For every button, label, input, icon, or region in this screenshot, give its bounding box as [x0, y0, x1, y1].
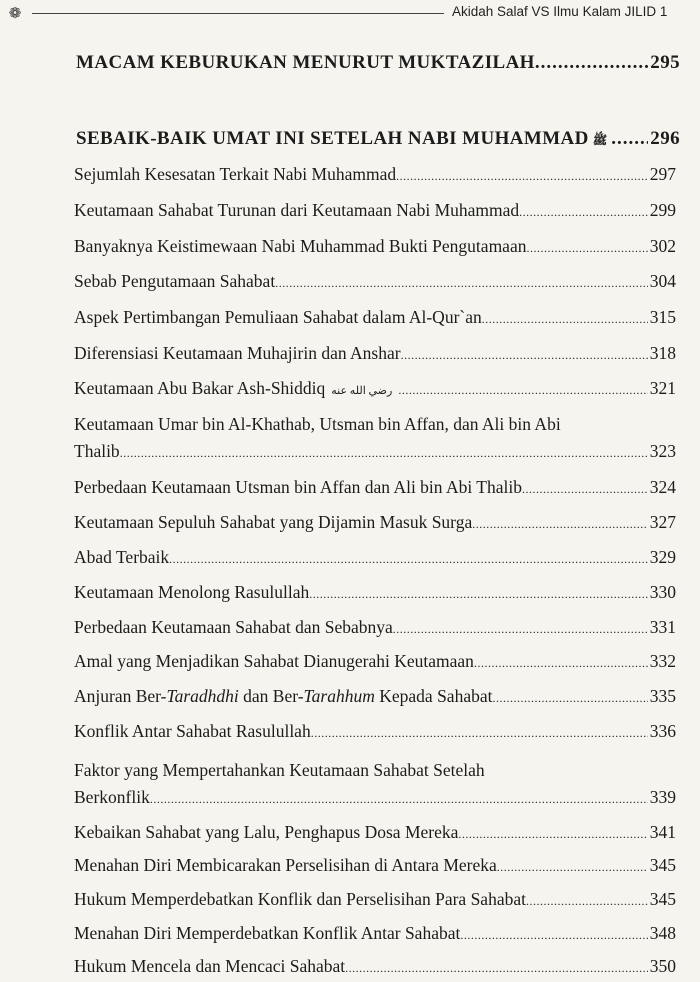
toc-entry[interactable] — [74, 161, 676, 190]
dot-leader — [482, 306, 648, 333]
entry-page-number: 302 — [649, 236, 676, 256]
entry-title: Thalib — [74, 441, 120, 461]
toc-entry[interactable] — [74, 233, 676, 262]
chapter-page-number: 296 — [650, 128, 680, 149]
entry-title: Keutamaan Menolong Rasulullah — [74, 582, 310, 602]
dot-leader — [169, 546, 648, 573]
entry-page-number: 350 — [649, 956, 676, 976]
dot-leader — [526, 888, 648, 915]
entry-title: Banyaknya Keistimewaan Nabi Muhammad Bukti Pengutamaan — [74, 236, 527, 256]
running-title: Akidah Salaf VS Ilmu Kalam JILID 1 — [452, 4, 668, 19]
toc-entry[interactable] — [74, 953, 676, 982]
toc-entry[interactable] — [74, 614, 676, 643]
toc-entry[interactable] — [74, 474, 676, 503]
toc-entry[interactable] — [74, 886, 676, 915]
toc-entry[interactable] — [74, 718, 676, 747]
chapter-title: MACAM KEBURUKAN MENURUT MUKTAZILAH — [76, 52, 535, 73]
dot-leader — [492, 685, 647, 712]
entry-title: Kebaikan Sahabat yang Lalu, Penghapus Dosa Mereka — [74, 822, 459, 842]
entry-title: Berkonflik — [74, 787, 150, 807]
entry-title: Menahan Diri Membicarakan Perselisihan di Antara Mereka — [74, 855, 497, 875]
entry-page-number: 339 — [649, 787, 676, 807]
dot-leader — [458, 821, 647, 848]
entry-title: Perbedaan Keutamaan Utsman bin Affan dan Ali bin Abi Thalib — [74, 477, 522, 497]
toc-entry[interactable] — [74, 304, 676, 333]
dot-leader — [522, 476, 648, 503]
entry-page-number: 321 — [649, 378, 676, 398]
honorific-glyph: رضي الله عنه — [331, 385, 393, 397]
dot-leader — [311, 720, 648, 747]
toc-entry[interactable] — [74, 683, 676, 712]
toc-entry[interactable] — [74, 268, 676, 297]
entry-title: Hukum Memperdebatkan Konflik dan Perselisihan Para Sahabat — [74, 889, 526, 909]
entry-page-number: 335 — [649, 686, 676, 706]
dot-leader — [535, 52, 648, 74]
dot-leader — [150, 786, 648, 813]
entry-title-line1: Faktor yang Mempertahankan Keutamaan Sahabat Setelah — [74, 760, 485, 780]
toc-entry[interactable] — [74, 509, 676, 538]
entry-title: Konflik Antar Sahabat Rasulullah — [74, 721, 311, 741]
entry-page-number: 330 — [649, 582, 676, 602]
dot-leader — [275, 270, 648, 297]
page-header — [0, 0, 700, 26]
entry-page-number: 345 — [649, 889, 676, 909]
toc-entry[interactable] — [74, 375, 676, 405]
toc-entry[interactable] — [74, 579, 676, 608]
chapter-title: SEBAIK-BAIK UMAT INI SETELAH NABI MUHAMMAD — [76, 128, 589, 149]
entry-page-number: 331 — [649, 617, 676, 637]
entry-title: Keutamaan Sahabat Turunan dari Keutamaan Nabi Muhammad — [74, 200, 520, 220]
dot-leader — [396, 163, 648, 190]
toc-entry[interactable] — [74, 920, 676, 949]
chapter-page-number: 295 — [650, 52, 680, 73]
dot-leader — [526, 235, 647, 262]
entry-page-number: 297 — [649, 164, 676, 184]
dot-leader — [474, 650, 648, 677]
entry-page-number: 304 — [649, 271, 676, 291]
toc-entry[interactable] — [74, 757, 676, 813]
entry-title: Perbedaan Keutamaan Sahabat dan Sebabnya — [74, 617, 393, 637]
entry-page-number: 315 — [649, 307, 676, 327]
entry-title: Amal yang Menjadikan Sahabat Dianugerahi Keutamaan — [74, 651, 474, 671]
entry-page-number: 336 — [649, 721, 676, 741]
entry-title: Anjuran Ber-Taradhdhi dan Ber-Tarahhum Kepada Sahabat — [74, 686, 493, 706]
entry-page-number: 348 — [649, 923, 676, 943]
dot-leader — [497, 854, 648, 881]
entry-title: Sebab Pengutamaan Sahabat — [74, 271, 276, 291]
dot-leader — [393, 616, 648, 643]
entry-page-number: 329 — [649, 547, 676, 567]
entry-page-number: 332 — [649, 651, 676, 671]
dot-leader — [611, 128, 648, 150]
toc-entry[interactable] — [74, 544, 676, 573]
dot-leader — [120, 440, 648, 467]
toc-chapter[interactable] — [76, 128, 680, 150]
entry-title: Aspek Pertimbangan Pemuliaan Sahabat dalam Al-Qur`an — [74, 307, 482, 327]
entry-page-number: 345 — [649, 855, 676, 875]
entry-title-line1: Keutamaan Umar bin Al-Khathab, Utsman bin Affan, dan Ali bin Abi — [74, 414, 561, 434]
entry-title: Abad Terbaik — [74, 547, 170, 567]
entry-page-number: 324 — [649, 477, 676, 497]
toc-chapter[interactable] — [76, 52, 680, 74]
dot-leader — [472, 511, 648, 538]
entry-page-number: 318 — [649, 343, 676, 363]
dot-leader — [460, 922, 647, 949]
dot-leader — [401, 342, 648, 369]
dot-leader — [398, 377, 647, 404]
entry-page-number: 327 — [649, 512, 676, 532]
entry-title: Sejumlah Kesesatan Terkait Nabi Muhammad — [74, 164, 397, 184]
dot-leader — [519, 199, 648, 226]
dot-leader — [345, 955, 648, 982]
entry-page-number: 299 — [649, 200, 676, 220]
flower-ornament-icon: ❁ — [8, 4, 22, 22]
toc-entry[interactable] — [74, 197, 676, 226]
toc-entry[interactable] — [74, 852, 676, 881]
entry-page-number: 323 — [649, 441, 676, 461]
header-rule — [32, 13, 444, 14]
entry-title: Keutamaan Sepuluh Sahabat yang Dijamin Masuk Surga — [74, 512, 473, 532]
entry-title: Hukum Mencela dan Mencaci Sahabat — [74, 956, 346, 976]
entry-page-number: 341 — [649, 822, 676, 842]
toc-entry[interactable] — [74, 648, 676, 677]
toc-entry[interactable] — [74, 340, 676, 369]
toc-entry[interactable] — [74, 819, 676, 848]
honorific-glyph: ﷺ — [592, 133, 608, 147]
entry-title: Keutamaan Abu Bakar Ash-Shiddiq — [74, 378, 326, 398]
toc-entry[interactable] — [74, 411, 676, 467]
entry-title: Diferensiasi Keutamaan Muhajirin dan Anshar — [74, 343, 401, 363]
dot-leader — [309, 581, 648, 608]
entry-title: Menahan Diri Memperdebatkan Konflik Antar Sahabat — [74, 923, 461, 943]
